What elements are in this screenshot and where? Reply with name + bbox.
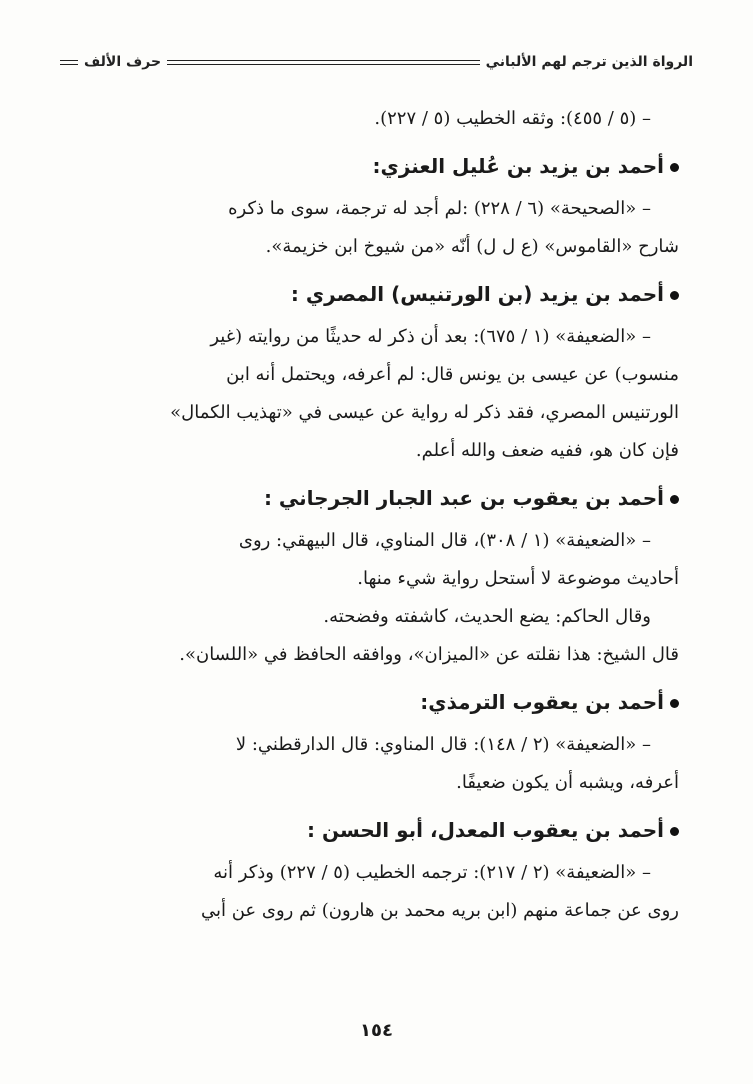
entry-line: – «الضعيفة» (١ / ٣٠٨)، قال المناوي، قال البيهقي: روى — [238, 530, 651, 551]
entry-name: أحمد بن يعقوب المعدل، أبو الحسن : — [307, 818, 664, 842]
entry-heading — [70, 682, 679, 722]
entry-name: أحمد بن يزيد (بن الورتنيس) المصري : — [290, 282, 664, 306]
page-content — [70, 100, 679, 930]
entry-body — [70, 726, 679, 802]
entry-line: روى عن جماعة منهم (ابن بريه محمد بن هارون) ثم روى عن أبي — [200, 900, 679, 921]
bullet-icon — [670, 495, 679, 504]
entry-line: أحاديث موضوعة لا أستحل رواية شيء منها. — [357, 568, 679, 589]
entry-body — [70, 318, 679, 470]
entry-body — [70, 522, 679, 674]
entry-line: – «الضعيفة» (١ / ٦٧٥): بعد أن ذكر له حديثًا من روايته (غير — [210, 326, 651, 347]
header-rule-end — [60, 60, 78, 65]
entry-line: منسوب) عن عيسى بن يونس قال: لم أعرفه، ويحتمل أنه ابن — [226, 364, 679, 385]
book-title: الرواة الذين ترجم لهم الألباني — [485, 54, 693, 70]
opening-line: – (٥ / ٤٥٥): وثقه الخطيب (٥ / ٢٢٧). — [374, 108, 651, 129]
entry-heading — [70, 810, 679, 850]
entry-line: شارح «القاموس» (ع ل ل) أنّه «من شيوخ ابن خزيمة». — [265, 236, 679, 257]
entry-line: فإن كان هو، ففيه ضعف والله أعلم. — [415, 440, 679, 461]
bullet-icon — [670, 291, 679, 300]
bullet-icon — [670, 699, 679, 708]
entry-line: – «الضعيفة» (٢ / ١٤٨): قال المناوي: قال الدارقطني: لا — [235, 734, 651, 755]
entry-heading — [70, 146, 679, 186]
entry-name: أحمد بن يعقوب الترمذي: — [420, 690, 664, 714]
page-number: ١٥٤ — [360, 1020, 393, 1041]
section-title: حرف الألف — [84, 54, 162, 70]
entry-body — [70, 190, 679, 266]
entry-name: أحمد بن يعقوب بن عبد الجبار الجرجاني : — [263, 486, 664, 510]
running-header — [60, 46, 693, 78]
entry-line: وقال الحاكم: يضع الحديث، كاشفته وفضحته. — [323, 606, 651, 627]
entry-line: – «الصحيحة» (٦ / ٢٢٨) :لم أجد له ترجمة، سوى ما ذكره — [228, 198, 651, 219]
entry-heading — [70, 478, 679, 518]
entry-body — [70, 854, 679, 930]
entry-heading — [70, 274, 679, 314]
entry-line: أعرفه، ويشبه أن يكون ضعيفًا. — [456, 772, 679, 793]
entry-name: أحمد بن يزيد بن عُليل العنزي: — [372, 154, 664, 178]
header-rule — [167, 60, 479, 65]
bullet-icon — [670, 827, 679, 836]
entry-line: الورتنيس المصري، فقد ذكر له رواية عن عيسى في «تهذيب الكمال» — [170, 402, 679, 423]
entry-line: قال الشيخ: هذا نقلته عن «الميزان»، ووافقه الحافظ في «اللسان». — [179, 644, 679, 665]
bullet-icon — [670, 163, 679, 172]
entry-line: – «الضعيفة» (٢ / ٢١٧): ترجمه الخطيب (٥ / ٢٢٧) وذكر أنه — [213, 862, 651, 883]
